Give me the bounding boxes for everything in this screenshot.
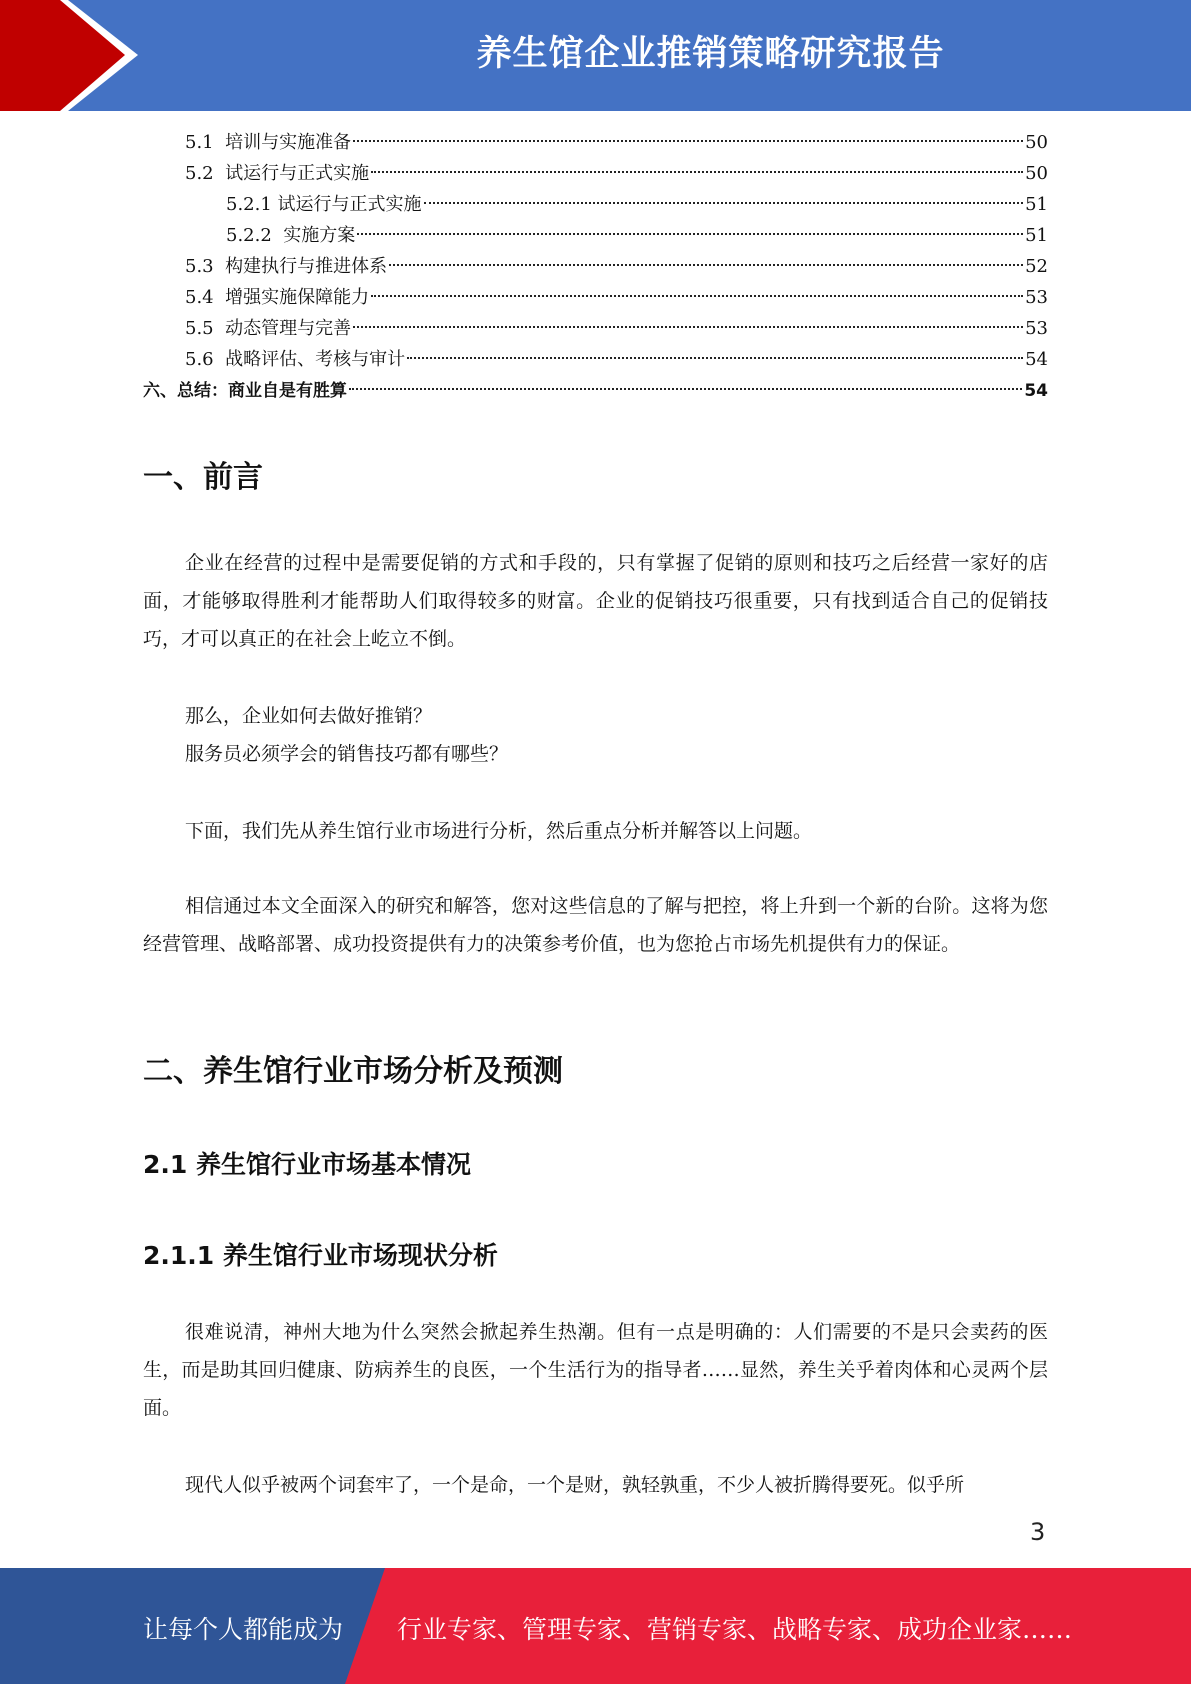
- toc-leader-dots: [353, 326, 1023, 328]
- preface-heading: 一、前言: [143, 460, 263, 495]
- preface-paragraph-1: 企业在经营的过程中是需要促销的方式和手段的，只有掌握了促销的原则和技巧之后经营一家好的店面，才能够取得胜利才能帮助人们取得较多的财富。企业的促销技巧很重要，只有找到适合自己的促销技巧，才可以真正的在社会上屹立不倒。: [143, 552, 1048, 650]
- toc-entry[interactable]: [185, 283, 1048, 313]
- preface-paragraph-3: 相信通过本文全面深入的研究和解答，您对这些信息的了解与把控，将上升到一个新的台阶。这将为您经营管理、战略部署、成功投资提供有力的决策参考价值，也为您抢占市场先机提供有力的保证。: [143, 895, 1048, 955]
- toc-entry-label: 5.1 培训与实施准备: [185, 132, 352, 153]
- toc-entry-page: 54: [1024, 381, 1048, 401]
- toc-entry[interactable]: [185, 128, 1048, 158]
- page-number: 3: [1030, 1518, 1046, 1546]
- toc-entry-page: 53: [1025, 318, 1048, 339]
- status-paragraph-2: 现代人似乎被两个词套牢了，一个是命，一个是财，孰轻孰重，不少人被折腾得要死。似乎所: [185, 1474, 965, 1496]
- toc-entry-label: 5.2.2 实施方案: [226, 225, 356, 246]
- toc-entry[interactable]: [185, 345, 1048, 375]
- toc-entry[interactable]: [226, 221, 1048, 251]
- toc-leader-dots: [389, 264, 1023, 266]
- toc-leader-dots: [349, 388, 1022, 390]
- toc-entry[interactable]: [226, 190, 1048, 220]
- toc-entry[interactable]: [185, 314, 1048, 344]
- toc-leader-dots: [357, 233, 1023, 235]
- toc-entry-page: 54: [1025, 349, 1048, 370]
- toc-entry-page: 51: [1025, 194, 1048, 215]
- toc-entry-label: 5.6 战略评估、考核与审计: [185, 349, 406, 370]
- toc-entry-label: 5.5 动态管理与完善: [185, 318, 352, 339]
- toc-entry-label: 六、总结：商业自是有胜算: [143, 381, 347, 401]
- footer-banner: [0, 1568, 1191, 1684]
- toc-entry-page: 51: [1025, 225, 1048, 246]
- toc-entry-page: 50: [1025, 163, 1048, 184]
- toc-entry[interactable]: [185, 159, 1048, 189]
- toc-entry-label: 5.4 增强实施保障能力: [185, 287, 370, 308]
- footer-slogan-left: 让每个人都能成为: [143, 1615, 344, 1644]
- status-analysis-heading: 2.1.1 养生馆行业市场现状分析: [143, 1241, 498, 1270]
- toc-entry-label: 5.2 试运行与正式实施: [185, 163, 370, 184]
- market-analysis-heading: 二、养生馆行业市场分析及预测: [143, 1054, 563, 1089]
- status-paragraph-1: 很难说清，神州大地为什么突然会掀起养生热潮。但有一点是明确的：人们需要的不是只会卖药的医生，而是助其回归健康、防病养生的良医，一个生活行为的指导者……显然，养生关乎着肉体和心灵两个层面。: [143, 1321, 1048, 1419]
- toc-leader-dots: [353, 140, 1023, 142]
- toc-leader-dots: [371, 295, 1023, 297]
- toc-leader-dots: [407, 357, 1023, 359]
- toc-leader-dots: [371, 171, 1023, 173]
- preface-question-2: 服务员必须学会的销售技巧都有哪些？: [185, 743, 509, 765]
- toc-entry-page: 52: [1025, 256, 1048, 277]
- header-banner: [0, 0, 1191, 111]
- toc-entry-chapter[interactable]: [143, 376, 1048, 406]
- toc-entry[interactable]: [185, 252, 1048, 282]
- footer-slogan-right: 行业专家、管理专家、营销专家、战略专家、成功企业家……: [397, 1615, 1073, 1644]
- toc-entry-page: 53: [1025, 287, 1048, 308]
- toc-entry-label: 5.3 构建执行与推进体系: [185, 256, 388, 277]
- document-title: 养生馆企业推销策略研究报告: [476, 34, 945, 74]
- preface-question-1: 那么，企业如何去做好推销？: [185, 705, 433, 727]
- toc-leader-dots: [424, 202, 1024, 204]
- toc-entry-label: 5.2.1 试运行与正式实施: [226, 194, 422, 215]
- toc-entry-page: 50: [1025, 132, 1048, 153]
- preface-paragraph-2: 下面，我们先从养生馆行业市场进行分析，然后重点分析并解答以上问题。: [185, 820, 813, 842]
- basic-situation-heading: 2.1 养生馆行业市场基本情况: [143, 1150, 471, 1179]
